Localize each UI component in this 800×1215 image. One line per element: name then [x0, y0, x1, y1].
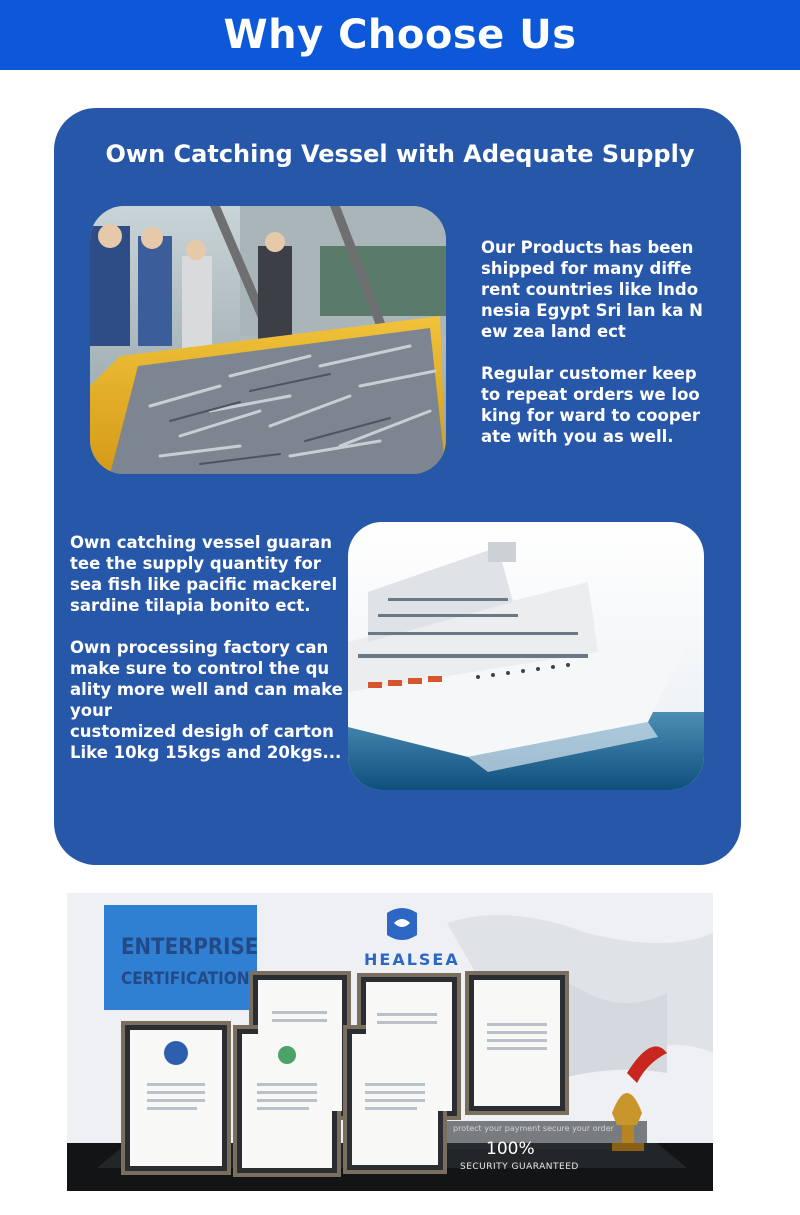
- card-title: Own Catching Vessel with Adequate Supply: [105, 140, 695, 168]
- customer-paragraph: Regular customer keep to repeat orders we loo king for ward to cooper ate with you as well.: [481, 364, 700, 446]
- secure-percent: 100%: [486, 1139, 535, 1159]
- top-banner: [0, 0, 800, 70]
- export-paragraph: Our Products has been shipped for many diffe rent countries like lndo nesia Egypt Sri lan ka N ew zea land ect: [481, 238, 703, 341]
- brand-name: HEALSEA: [364, 950, 460, 969]
- certification-label: CERTIFICATION: [121, 969, 250, 989]
- vessel-info-text: [70, 532, 350, 763]
- export-info-text: [481, 237, 721, 447]
- fish-catch-photo: [90, 206, 446, 474]
- page-title: Why Choose Us: [223, 12, 577, 58]
- feature-card: [54, 108, 741, 865]
- vessel-paragraph: Own catching vessel guaran tee the supply quantity for sea fish like pacific mackerel sardine tilapia bonito ect.: [70, 533, 338, 615]
- secure-tagline: protect your payment secure your order: [453, 1124, 614, 1133]
- security-guaranteed: SECURITY GUARANTEED: [460, 1162, 579, 1172]
- certification-banner: [67, 893, 713, 1191]
- enterprise-label: ENTERPRISE: [121, 935, 259, 960]
- factory-paragraph: Own processing factory can make sure to control the qu ality more well and can make your customized desigh of carton Like 10kg 15kgs and 20kgs...: [70, 638, 343, 762]
- cruise-ship-photo: [348, 522, 704, 790]
